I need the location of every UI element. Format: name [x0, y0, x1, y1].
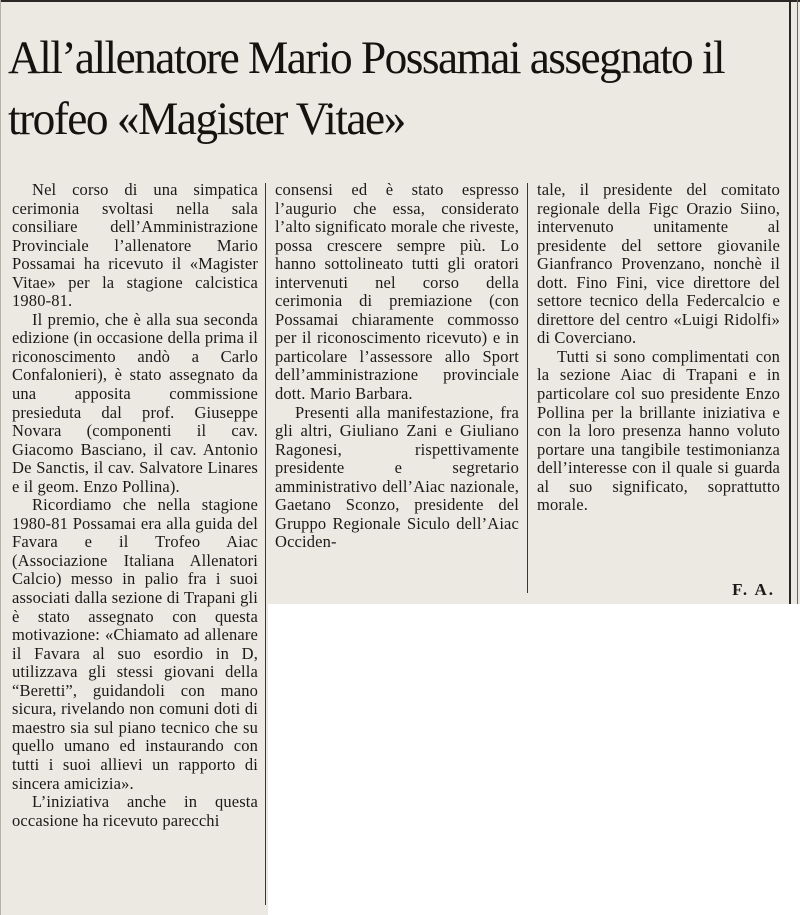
right-rule-inner — [797, 0, 798, 604]
paragraph: consensi ed è stato espresso l’augurio che essa, considerato l’alto significato morale che riveste, possa crescere sempre più. Lo hanno sottolineato tutti gli oratori intervenuti nel corso della cerimonia di premiazione (con Possamai chiaramente commosso per il riconoscimento ricevuto) e in particolare l’assessore allo Sport dell’amministrazione provinciale dott. Mario Barbara. — [275, 180, 519, 404]
paragraph: Il premio, che è alla sua seconda edizione (in occasione della prima il riconoscimento andò a Carlo Confalonieri), è stato assegnato da una apposita commissione presieduta dal prof. Giuseppe Novara (componenti il cav. Giacomo Basciano, il cav. Antonio De Sanctis, il cav. Salvatore Linares e il geom. Enzo Pollina). — [12, 309, 258, 496]
article-column-2 — [275, 181, 519, 552]
column-separator — [265, 183, 266, 905]
author-signature: F. A. — [732, 580, 775, 599]
headline: All’allenatore Mario Possamai assegnato il trofeo «Magister Vitae» — [8, 32, 725, 145]
article-column-1 — [12, 181, 258, 830]
paragraph: Tutti si sono complimentati con la sezione Aiac di Trapani e in particolare col suo presidente Enzo Pollina per la brillante iniziativa e con la loro presenza hanno voluto portare una tangibile testimonianza dell’interesse con il quale si guarda al suo significato, soprattutto morale. — [537, 346, 780, 515]
article-column-3 — [537, 181, 780, 515]
paragraph: tale, il presidente del comitato regionale della Figc Orazio Siino, intervenuto unitamente al presidente del settore giovanile Gianfranco Provenzano, nonchè il dott. Fino Fini, vice direttore del settore tecnico della Federcalcio e direttore del centro «Luigi Ridolfi» di Coverciano. — [537, 180, 780, 348]
paragraph: Presenti alla manifestazione, fra gli altri, Giuliano Zani e Giuliano Ragonesi, rispettivamente presidente e segretario amministrativo dell’Aiac nazionale, Gaetano Sconzo, presidente del Gruppo Regionale Siculo dell’Aiac Occiden- — [275, 402, 519, 552]
column-separator — [527, 183, 528, 593]
paragraph: Ricordiamo che nella stagione 1980-81 Possamai era alla guida del Favara e il Trofeo Aiac (Associazione Italiana Allenatori Calcio) messo in palio fra i suoi associati dalla sezione di Trapani gli è stato assegnato con questa motivazione: «Chiamato ad allenare il Favara al suo esordio in D, utilizzava gli stessi giovani della “Beretti”, guidandoli con mano sicura, rivelando non comuni doti di maestro sia sul piano tecnico che su quello umano ed instaurando con tutti i suoi allievi un rapporto di sincera amicizia». — [12, 495, 258, 793]
paragraph: L’iniziativa anche in questa occasione ha ricevuto parecchi — [12, 792, 258, 830]
right-rule — [789, 0, 791, 604]
top-rule — [0, 0, 800, 2]
paragraph: Nel corso di una simpatica cerimonia svoltasi nella sala consiliare dell’Amministrazione Provinciale l’allenatore Mario Possamai ha ricevuto il «Magister Vitae» per la stagione calcistica 1980-81. — [12, 180, 258, 311]
left-edge — [0, 0, 1, 915]
